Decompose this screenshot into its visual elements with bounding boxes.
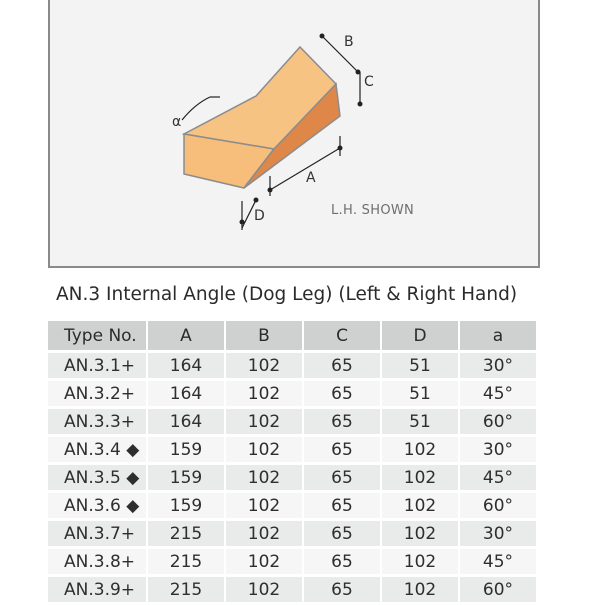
cell-type-no: AN.3.3+ — [48, 409, 148, 437]
cell-c: 65 — [304, 409, 382, 437]
cell-d: 102 — [382, 465, 460, 493]
cell-d: 51 — [382, 409, 460, 437]
table-body — [48, 353, 536, 605]
cell-alpha: 30° — [460, 437, 536, 465]
cell-alpha: 60° — [460, 409, 536, 437]
cell-c: 65 — [304, 353, 382, 381]
header-c: C — [304, 321, 382, 353]
cell-type-no: AN.3.5 ◆ — [48, 465, 148, 493]
cell-a: 215 — [148, 549, 226, 577]
header-d: D — [382, 321, 460, 353]
cell-a: 164 — [148, 353, 226, 381]
table-header-row — [48, 321, 536, 353]
table-row — [48, 465, 536, 493]
cell-a: 164 — [148, 381, 226, 409]
cell-d: 51 — [382, 353, 460, 381]
dim-label-b: B — [344, 34, 354, 50]
dim-label-c: C — [364, 74, 374, 90]
cell-alpha: 30° — [460, 521, 536, 549]
cell-a: 159 — [148, 465, 226, 493]
left-hand-shown-note: L.H. SHOWN — [331, 203, 415, 218]
table-row — [48, 493, 536, 521]
dog-leg-brick-diagram — [50, 0, 542, 268]
cell-a: 215 — [148, 521, 226, 549]
cell-a: 164 — [148, 409, 226, 437]
cell-c: 65 — [304, 577, 382, 605]
cell-type-no: AN.3.1+ — [48, 353, 148, 381]
dim-label-a: A — [306, 170, 316, 186]
table-row — [48, 353, 536, 381]
table-row — [48, 577, 536, 605]
cell-alpha: 45° — [460, 549, 536, 577]
cell-d: 51 — [382, 381, 460, 409]
table-row — [48, 409, 536, 437]
cell-a: 159 — [148, 437, 226, 465]
cell-b: 102 — [226, 521, 304, 549]
cell-type-no: AN.3.7+ — [48, 521, 148, 549]
cell-c: 65 — [304, 437, 382, 465]
cell-b: 102 — [226, 353, 304, 381]
cell-d: 102 — [382, 549, 460, 577]
cell-a: 159 — [148, 493, 226, 521]
header-a: A — [148, 321, 226, 353]
cell-alpha: 60° — [460, 493, 536, 521]
cell-alpha: 45° — [460, 465, 536, 493]
cell-a: 215 — [148, 577, 226, 605]
table-row — [48, 521, 536, 549]
cell-d: 102 — [382, 577, 460, 605]
cell-type-no: AN.3.9+ — [48, 577, 148, 605]
cell-alpha: 30° — [460, 353, 536, 381]
cell-d: 102 — [382, 493, 460, 521]
dim-label-d: D — [254, 208, 265, 224]
cell-type-no: AN.3.6 ◆ — [48, 493, 148, 521]
cell-type-no: AN.3.4 ◆ — [48, 437, 148, 465]
table-row — [48, 549, 536, 577]
header-type-no: Type No. — [48, 321, 148, 353]
cell-b: 102 — [226, 577, 304, 605]
cell-c: 65 — [304, 381, 382, 409]
cell-d: 102 — [382, 437, 460, 465]
header-b: B — [226, 321, 304, 353]
cell-b: 102 — [226, 465, 304, 493]
diagram-panel — [48, 0, 540, 268]
cell-alpha: 45° — [460, 381, 536, 409]
cell-d: 102 — [382, 521, 460, 549]
cell-b: 102 — [226, 381, 304, 409]
cell-b: 102 — [226, 493, 304, 521]
cell-type-no: AN.3.8+ — [48, 549, 148, 577]
table-row — [48, 437, 536, 465]
cell-c: 65 — [304, 465, 382, 493]
cell-c: 65 — [304, 521, 382, 549]
dim-label-alpha: α — [172, 114, 182, 130]
cell-b: 102 — [226, 409, 304, 437]
cell-b: 102 — [226, 549, 304, 577]
cell-c: 65 — [304, 549, 382, 577]
dimensions-table — [48, 321, 536, 605]
table-row — [48, 381, 536, 409]
cell-c: 65 — [304, 493, 382, 521]
cell-alpha: 60° — [460, 577, 536, 605]
header-alpha: a — [460, 321, 536, 353]
section-title: AN.3 Internal Angle (Dog Leg) (Left & Right Hand) — [56, 284, 518, 305]
cell-type-no: AN.3.2+ — [48, 381, 148, 409]
cell-b: 102 — [226, 437, 304, 465]
alpha-angle-arc — [182, 97, 210, 120]
